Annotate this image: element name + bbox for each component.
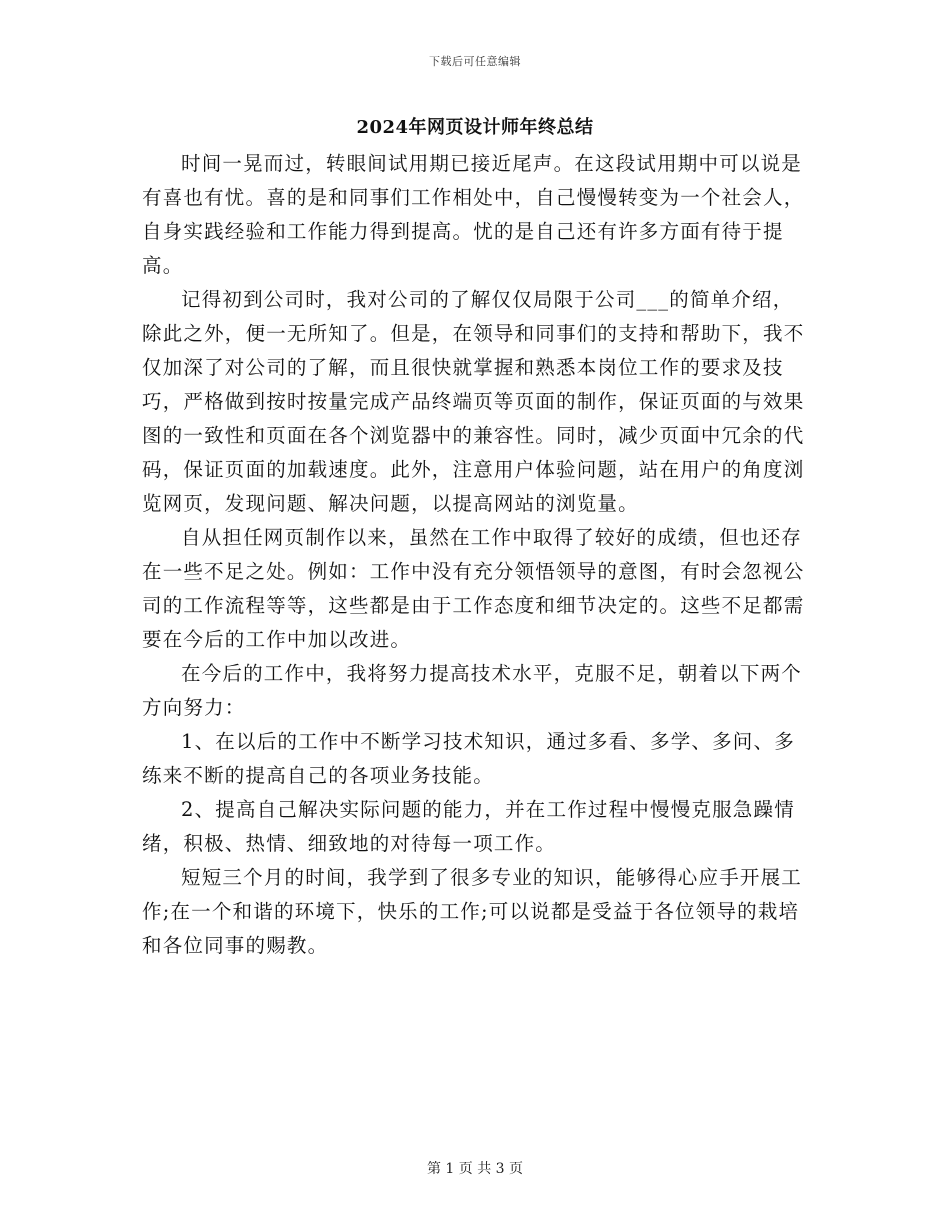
paragraph-plan-item-1: 1、在以后的工作中不断学习技术知识，通过多看、多学、多问、多练来不断的提高自己的各项业务技能。 <box>142 730 795 787</box>
paragraph-plan-item-2: 2、提高自己解决实际问题的能力，并在工作过程中慢慢克服急躁情绪，积极、热情、细致地的对待每一项工作。 <box>142 798 795 855</box>
paragraph-shortcomings: 自从担任网页制作以来，虽然在工作中取得了较好的成绩，但也还存在一些不足之处。例如：工作中没有充分领悟领导的意图，有时会忽视公司的工作流程等等，这些都是由于工作态度和细节决定的。这些不足都需要在今后的工作中加以改进。 <box>142 526 805 651</box>
page-footer: 第 1 页 共 3 页 <box>426 1161 524 1177</box>
document-title: 2024年网页设计师年终总结 <box>356 117 594 138</box>
paragraph-onboarding: 记得初到公司时，我对公司的了解仅仅局限于公司___的简单介绍，除此之外，便一无所知了。但是，在领导和同事们的支持和帮助下，我不仅加深了对公司的了解，而且很快就掌握和熟悉本岗位工作的要求及技巧，严格做到按时按量完成产品终端页等页面的制作，保证页面的与效果图的一致性和页面在各个浏览器中的兼容性。同时，减少页面中冗余的代码，保证页面的加载速度。此外，注意用户体验问题，站在用户的角度浏览网页，发现问题、解决问题，以提高网站的浏览量。 <box>142 288 805 515</box>
paragraph-conclusion: 短短三个月的时间，我学到了很多专业的知识，能够得心应手开展工作;在一个和谐的环境下，快乐的工作;可以说都是受益于各位领导的栽培和各位同事的赐教。 <box>142 866 803 957</box>
paragraph-intro: 时间一晃而过，转眼间试用期已接近尾声。在这段试用期中可以说是有喜也有忧。喜的是和同事们工作相处中，自己慢慢转变为一个社会人，自身实践经验和工作能力得到提高。忧的是自己还有许多方面有待于提高。 <box>142 152 805 277</box>
document-body <box>142 147 814 963</box>
paragraph-plan-intro: 在今后的工作中，我将努力提高技术水平，克服不足，朝着以下两个方向努力： <box>142 662 803 719</box>
header-note: 下载后可任意编辑 <box>429 55 521 68</box>
